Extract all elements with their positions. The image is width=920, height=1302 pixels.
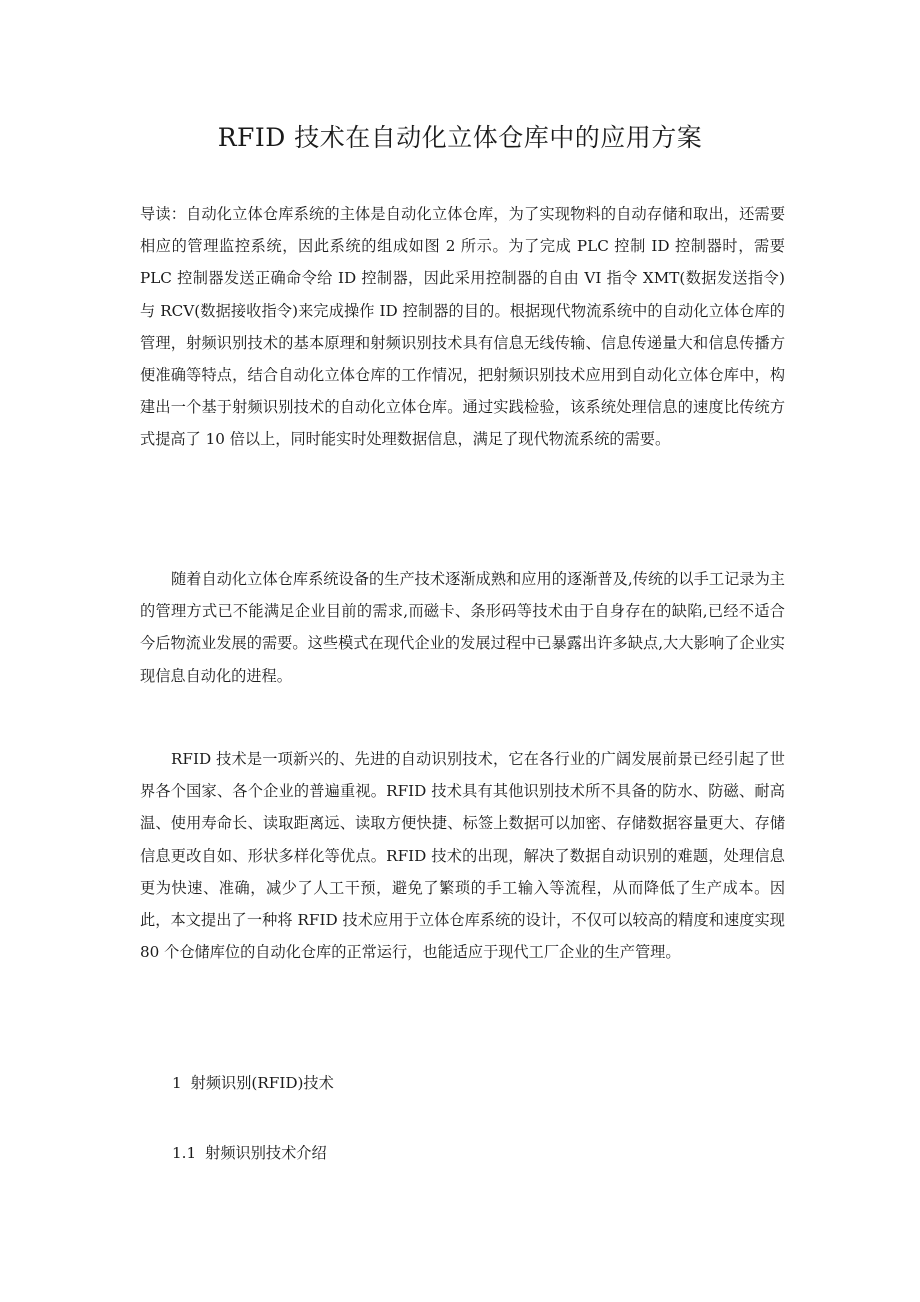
section-heading-text: 射频识别(RFID)技术 xyxy=(190,1074,334,1092)
subsection-heading xyxy=(172,1137,327,1169)
intro-paragraph: 导读：自动化立体仓库系统的主体是自动化立体仓库，为了实现物料的自动存储和取出，还需要相应的管理监控系统，因此系统的组成如图 2 所示。为了完成 PLC 控制 ID 控制器时，需要 PLC 控制器发送正确命令给 ID 控制器，因此采用控制器的自由 VI 指令 XMT(数据发送指令)与 RCV(数据接收指令)来完成操作 ID 控制器的目的。根据现代物流系统中的自动化立体仓库的管理，射频识别技术的基本原理和射频识别技术具有信息无线传输、信息传递量大和信息传播方便准确等特点，结合自动化立体仓库的工作情况，把射频识别技术应用到自动化立体仓库中，构建出一个基于射频识别技术的自动化立体仓库。通过实践检验，该系统处理信息的速度比传统方式提高了 10 倍以上，同时能实时处理数据信息，满足了现代物流系统的需要。 xyxy=(140,205,785,449)
section-heading xyxy=(172,1067,334,1099)
subsection-heading-text: 射频识别技术介绍 xyxy=(205,1144,327,1162)
body-paragraph: RFID 技术是一项新兴的、先进的自动识别技术，它在各行业的广阔发展前景已经引起了世界各个国家、各个企业的普遍重视。RFID 技术具有其他识别技术所不具备的防水、防磁、耐高温、使用寿命长、读取距离远、读取方便快捷、标签上数据可以加密、存储数据容量更大、存储信息更改自如、形状多样化等优点。RFID 技术的出现，解决了数据自动识别的难题，处理信息更为快速、准确，减少了人工干预，避免了繁琐的手工输入等流程，从而降低了生产成本。因此，本文提出了一种将 RFID 技术应用于立体仓库系统的设计，不仅可以较高的精度和速度实现 80 个仓储库位的自动化仓库的正常运行，也能适应于现代工厂企业的生产管理。 xyxy=(140,750,785,962)
body-paragraph: 随着自动化立体仓库系统设备的生产技术逐渐成熟和应用的逐渐普及,传统的以手工记录为主的管理方式已不能满足企业目前的需求,而磁卡、条形码等技术由于自身存在的缺陷,已经不适合今后物流业发展的需要。这些模式在现代企业的发展过程中已暴露出许多缺点,大大影响了企业实现信息自动化的进程。 xyxy=(140,570,785,685)
section-number: 1 xyxy=(172,1074,182,1092)
document-title: RFID 技术在自动化立体仓库中的应用方案 xyxy=(217,123,703,152)
subsection-number: 1.1 xyxy=(172,1144,197,1162)
